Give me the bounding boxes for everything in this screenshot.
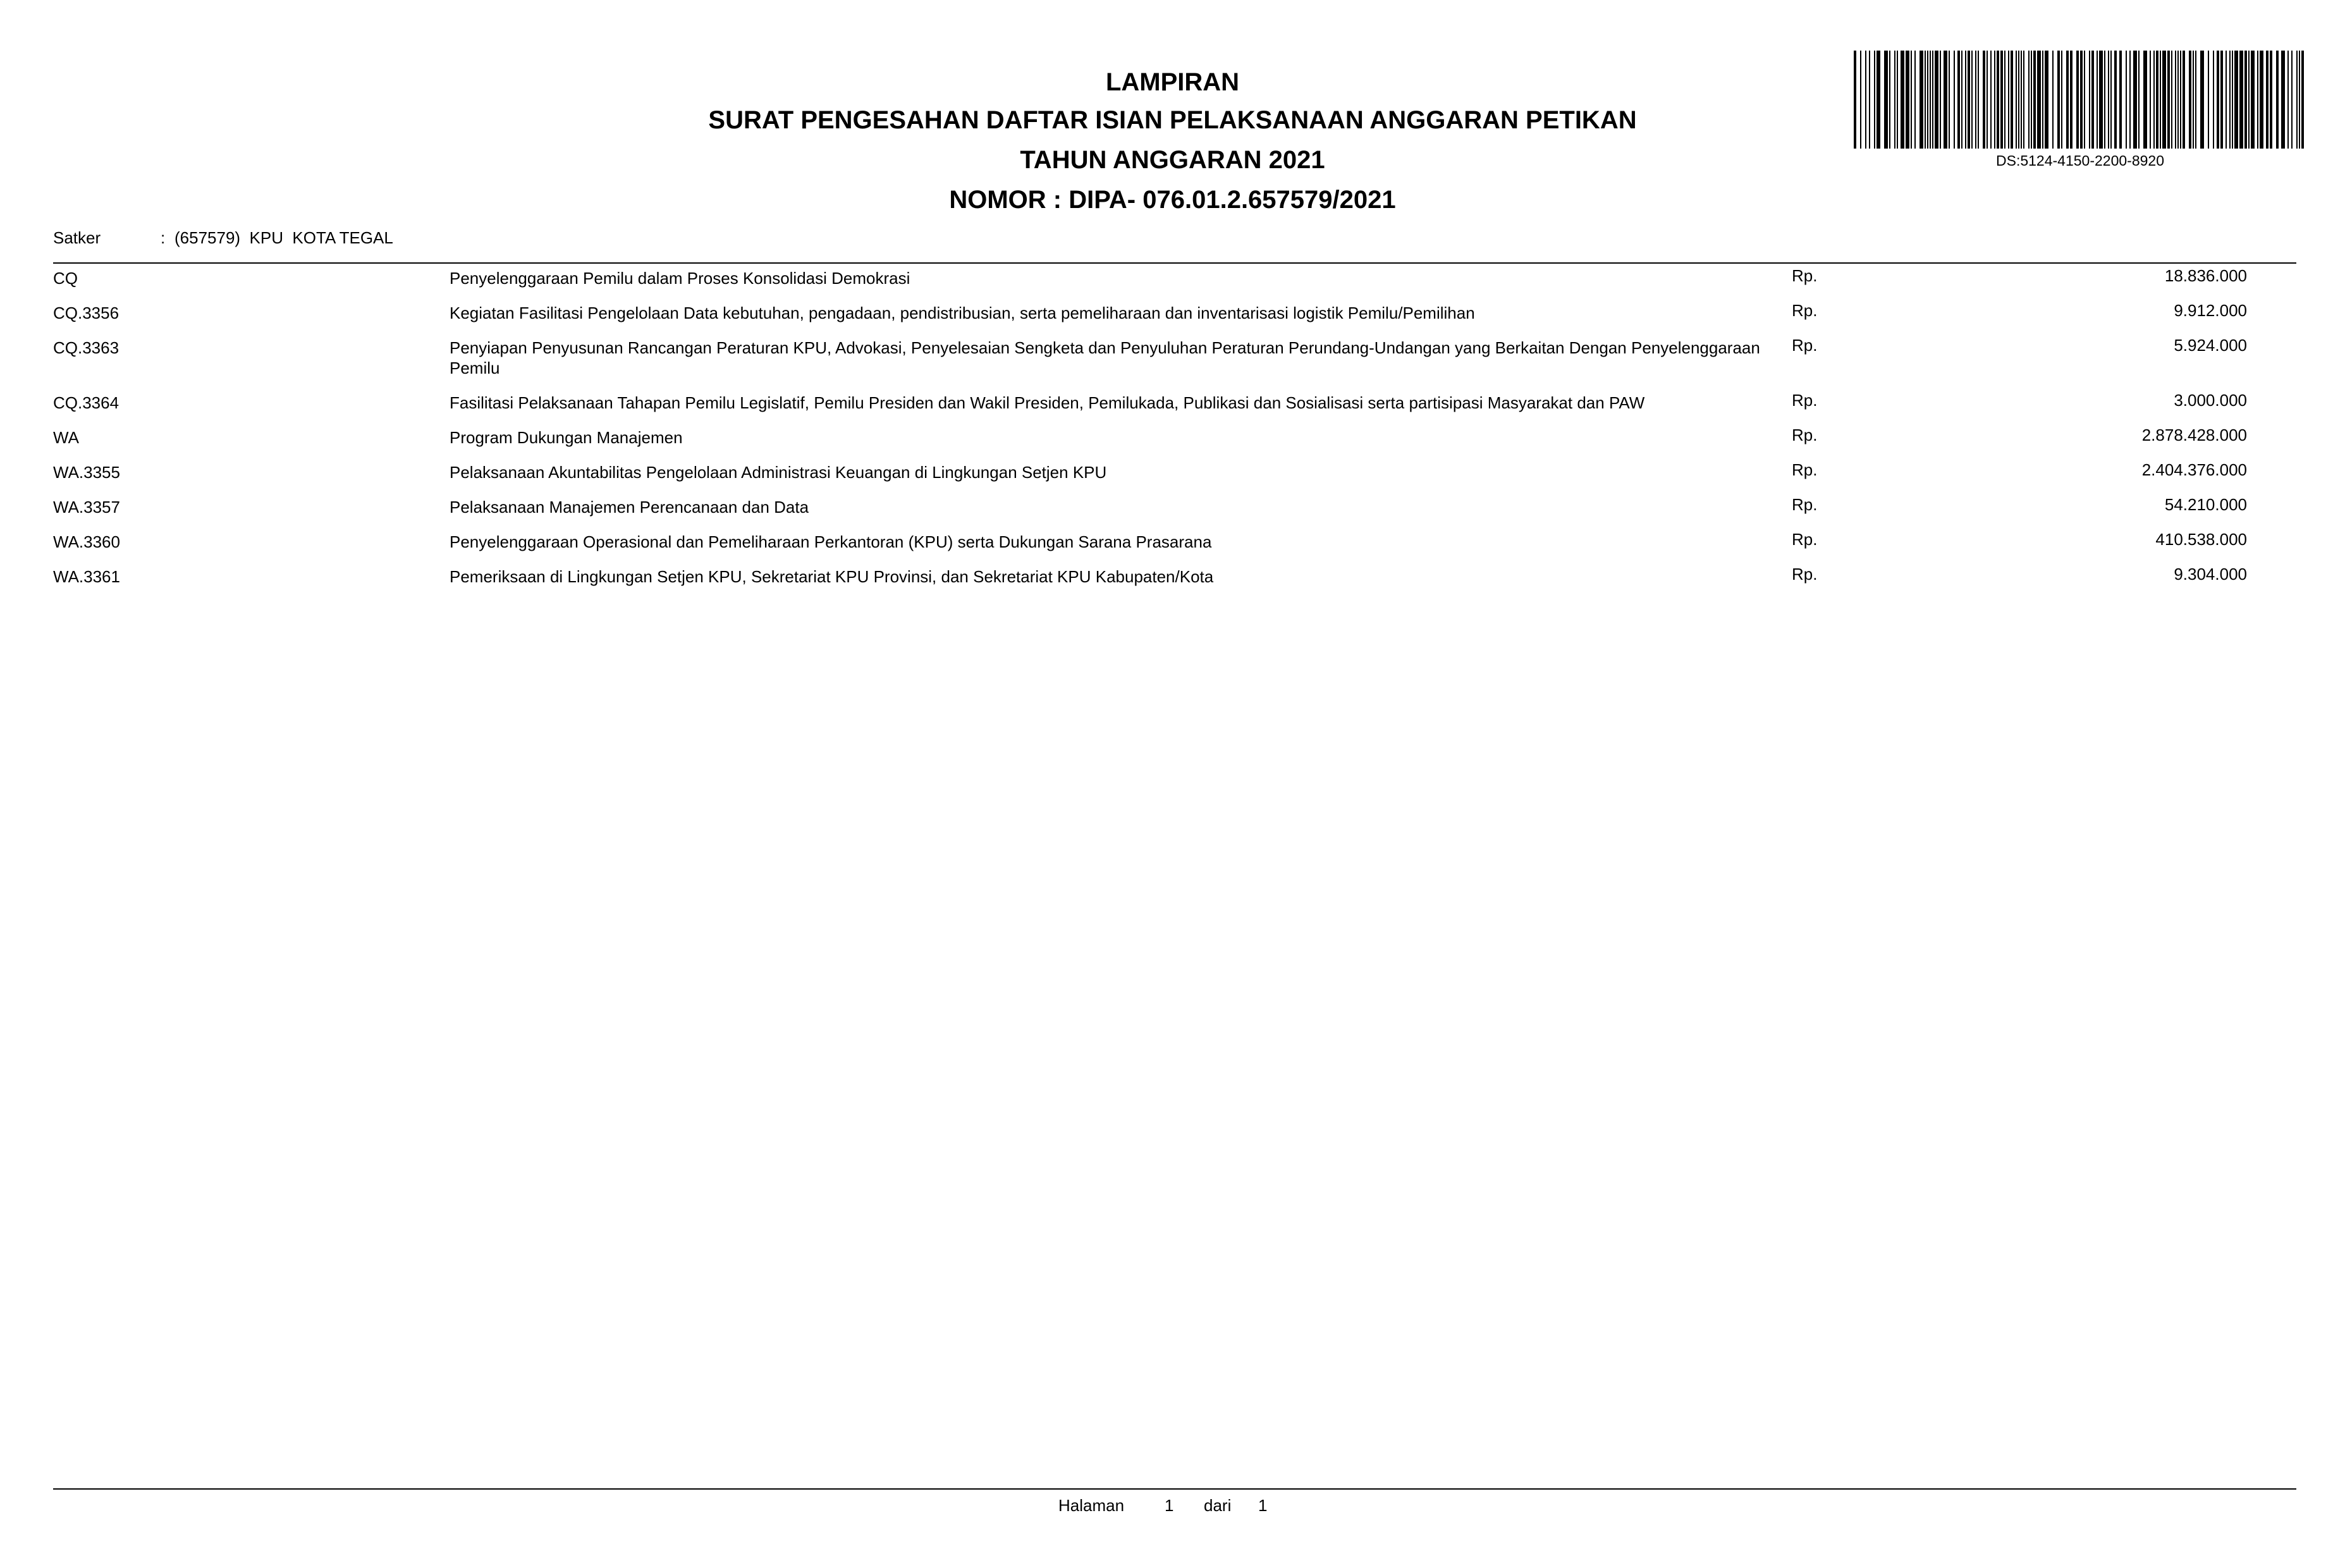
- row-description: Penyiapan Penyusunan Rancangan Peraturan KPU, Advokasi, Penyelesaian Sengketa dan Penyuluhan Peraturan Perundang-Undangan yang Berkaitan Dengan Penyelenggaraan Pemilu: [450, 338, 1760, 377]
- row-description: Penyelenggaraan Operasional dan Pemeliharaan Perkantoran (KPU) serta Dukungan Sarana Prasarana: [450, 532, 1212, 551]
- row-code: WA.3357: [53, 498, 120, 517]
- fiscal-year-title: TAHUN ANGGARAN 2021: [1020, 146, 1325, 174]
- row-code: CQ: [53, 269, 78, 288]
- table-row: [53, 390, 2296, 425]
- row-amount: 54.210.000: [2164, 495, 2247, 514]
- row-currency: Rp.: [1792, 266, 1818, 285]
- row-currency: Rp.: [1792, 301, 1818, 320]
- row-code: WA.3360: [53, 532, 120, 551]
- barcode-icon: [1852, 51, 2308, 149]
- page-label: Halaman: [1058, 1496, 1125, 1515]
- row-currency: Rp.: [1792, 530, 1818, 549]
- row-description: Kegiatan Fasilitasi Pengelolaan Data kebutuhan, pengadaan, pendistribusian, serta pemeliharaan dan inventarisasi logistik Pemilu/Pemilihan: [450, 303, 1475, 322]
- page-of-label: dari: [1204, 1496, 1232, 1515]
- table-row: [53, 564, 2296, 599]
- table-row: [53, 266, 2296, 300]
- row-amount: 9.912.000: [2174, 301, 2247, 320]
- row-amount: 2.878.428.000: [2141, 426, 2247, 444]
- row-code: WA.3355: [53, 463, 120, 482]
- budget-table: [53, 266, 2296, 599]
- row-amount: 5.924.000: [2174, 336, 2247, 355]
- row-code: CQ.3364: [53, 393, 119, 412]
- row-amount: 410.538.000: [2155, 530, 2247, 549]
- dipa-number: NOMOR : DIPA- 076.01.2.657579/2021: [949, 186, 1396, 214]
- row-code: WA: [53, 428, 79, 447]
- row-description: Pemeriksaan di Lingkungan Setjen KPU, Sekretariat KPU Provinsi, dan Sekretariat KPU Kabupaten/Kota: [450, 567, 1214, 586]
- row-description: Program Dukungan Manajemen: [450, 428, 683, 447]
- satker-label: Satker: [53, 228, 101, 247]
- table-row: [53, 529, 2296, 564]
- table-row: [53, 494, 2296, 529]
- table-row: [53, 425, 2296, 460]
- row-amount: 18.836.000: [2164, 266, 2247, 285]
- row-currency: Rp.: [1792, 460, 1818, 479]
- row-currency: Rp.: [1792, 426, 1818, 444]
- row-currency: Rp.: [1792, 336, 1818, 355]
- header-divider: [53, 262, 2296, 264]
- row-amount: 3.000.000: [2174, 391, 2247, 410]
- table-row: [53, 300, 2296, 335]
- barcode-block: [1852, 51, 2308, 171]
- row-description: Pelaksanaan Manajemen Perencanaan dan Data: [450, 498, 809, 517]
- page-total: 1: [1258, 1496, 1268, 1515]
- row-amount: 9.304.000: [2174, 565, 2247, 584]
- row-currency: Rp.: [1792, 495, 1818, 514]
- row-description: Penyelenggaraan Pemilu dalam Proses Konsolidasi Demokrasi: [450, 269, 910, 288]
- table-row: [53, 335, 2296, 390]
- row-description: Pelaksanaan Akuntabilitas Pengelolaan Administrasi Keuangan di Lingkungan Setjen KPU: [450, 463, 1107, 482]
- row-currency: Rp.: [1792, 565, 1818, 584]
- footer-divider: [53, 1488, 2296, 1490]
- document-subtitle: SURAT PENGESAHAN DAFTAR ISIAN PELAKSANAAN ANGGARAN PETIKAN: [708, 106, 1637, 134]
- document-title: LAMPIRAN: [1105, 68, 1240, 96]
- row-amount: 2.404.376.000: [2141, 460, 2247, 479]
- row-code: WA.3361: [53, 567, 120, 586]
- row-currency: Rp.: [1792, 391, 1818, 410]
- satker-value: (657579) KPU KOTA TEGAL: [174, 228, 393, 247]
- row-code: CQ.3363: [53, 338, 119, 357]
- satker-separator: :: [161, 228, 166, 247]
- row-description: Fasilitasi Pelaksanaan Tahapan Pemilu Legislatif, Pemilu Presiden dan Wakil Presiden, Pemilukada, Publikasi dan Sosialisasi serta partisipasi Masyarakat dan PAW: [450, 393, 1645, 412]
- table-row: [53, 460, 2296, 494]
- page-number: 1: [1165, 1496, 1174, 1515]
- row-code: CQ.3356: [53, 303, 119, 322]
- barcode-number: DS:5124-4150-2200-8920: [1996, 152, 2164, 169]
